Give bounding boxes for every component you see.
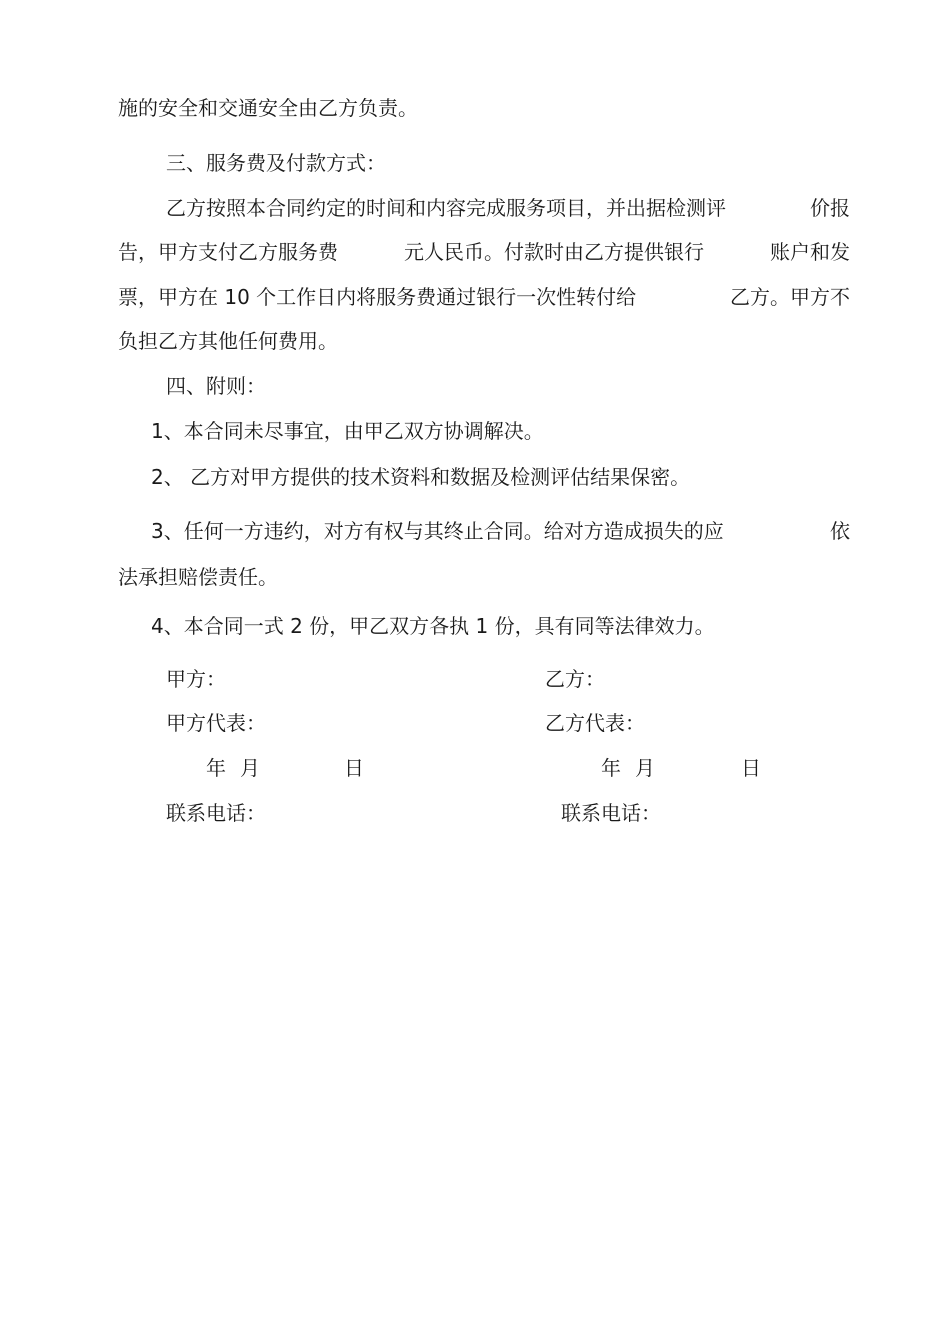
text-segment: 依 (830, 519, 850, 543)
text-segment: 3、任何一方违约，对方有权与其终止合同。给对方造成损失的应 (151, 519, 724, 543)
text-segment: 告，甲方支付乙方服务费 (118, 240, 338, 264)
party-a-year-label: 年 (206, 756, 226, 780)
paragraph-continuation: 施的安全和交通安全由乙方负责。 (118, 96, 418, 120)
section3-paragraph-line2 (118, 242, 850, 262)
text-segment: 票，甲方在 10 个工作日内将服务费通过银行一次性转付给 (118, 285, 637, 309)
party-b-contact-phone-label: 联系电话： (561, 801, 661, 825)
party-b-day-label: 日 (741, 756, 761, 780)
party-a-contact-phone-label: 联系电话： (166, 801, 266, 825)
party-b-year-label: 年 (601, 756, 621, 780)
section3-paragraph-line3 (118, 287, 850, 307)
text-segment: 乙方按照本合同约定的时间和内容完成服务项目，并出据检测评 (166, 196, 726, 220)
text-segment: 元人民币。付款时由乙方提供银行 (404, 240, 704, 264)
party-b-representative-label: 乙方代表： (545, 711, 645, 735)
party-a-month-label: 月 (240, 756, 260, 780)
text-segment: 乙方。甲方不 (730, 285, 850, 309)
clause-item-4: 4、本合同一式 2 份，甲乙双方各执 1 份，具有同等法律效力。 (151, 614, 715, 638)
clause-item-2: 2、 乙方对甲方提供的技术资料和数据及检测评估结果保密。 (151, 465, 691, 489)
party-a-label: 甲方： (166, 667, 226, 691)
party-a-representative-label: 甲方代表： (166, 711, 266, 735)
section3-paragraph-line1 (166, 198, 850, 218)
clause-item-1: 1、本合同未尽事宜，由甲乙双方协调解决。 (151, 419, 544, 443)
section3-heading: 三、服务费及付款方式： (166, 151, 386, 175)
section4-heading: 四、附则： (166, 374, 266, 398)
party-b-label: 乙方： (545, 667, 605, 691)
section3-paragraph-line4: 负担乙方其他任何费用。 (118, 329, 338, 353)
clause-item-3-line1 (151, 521, 850, 541)
text-segment: 账户和发 (770, 240, 850, 264)
party-b-month-label: 月 (635, 756, 655, 780)
party-a-day-label: 日 (344, 756, 364, 780)
clause-item-3-line2: 法承担赔偿责任。 (118, 565, 278, 589)
text-segment: 价报 (810, 196, 850, 220)
